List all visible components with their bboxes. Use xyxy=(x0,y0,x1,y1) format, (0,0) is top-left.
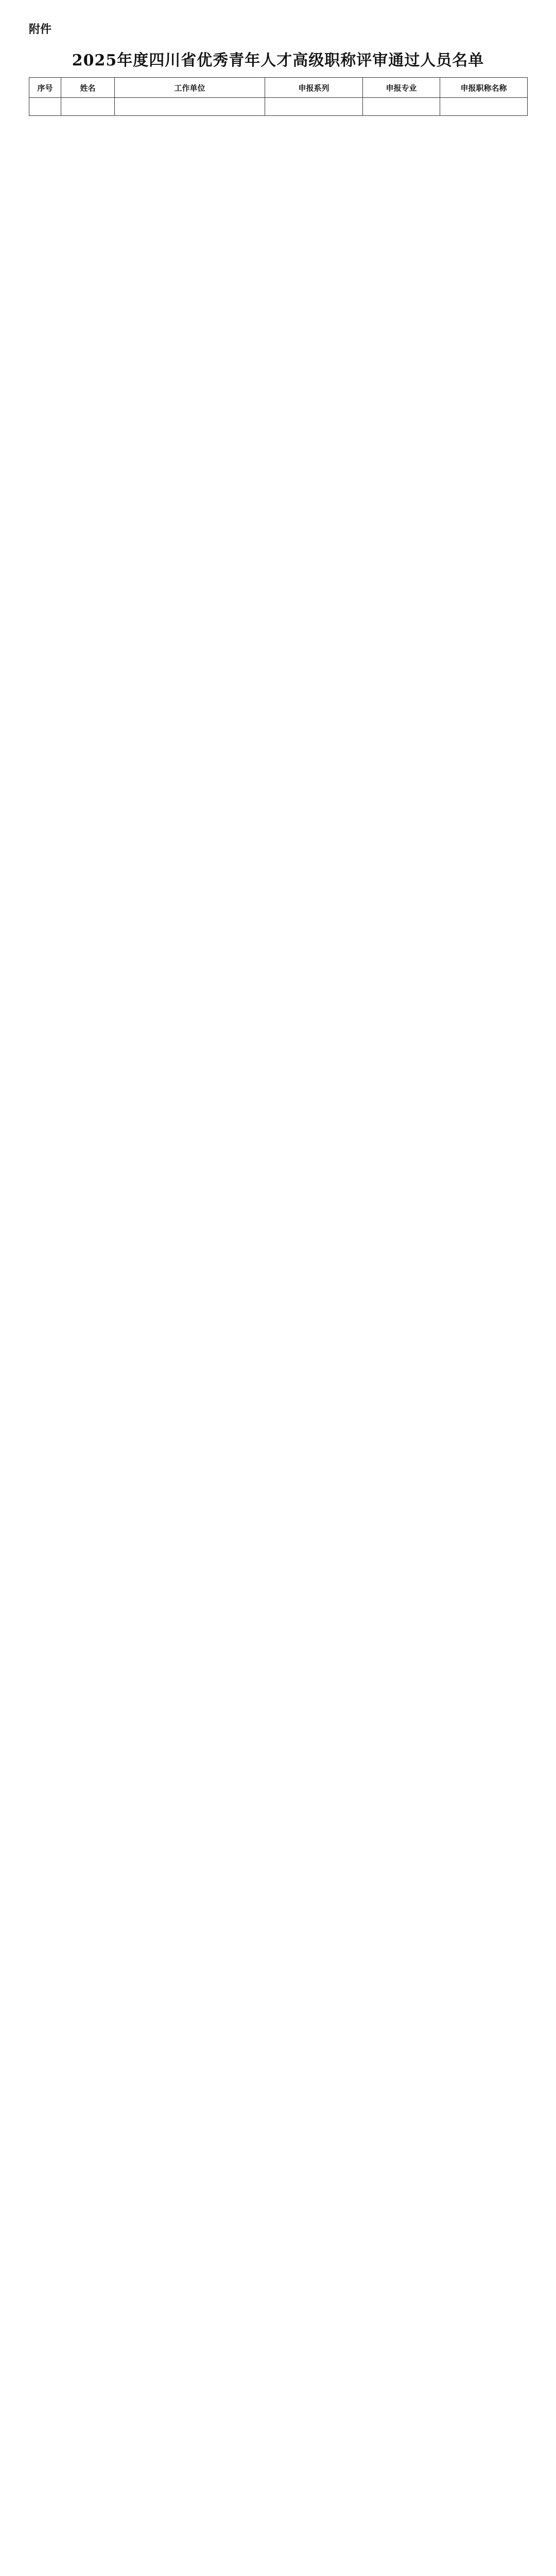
roster-table-body xyxy=(29,98,528,116)
cell-title xyxy=(440,98,528,116)
table-row xyxy=(29,98,528,116)
column-header-no: 序号 xyxy=(29,78,61,98)
roster-table xyxy=(29,77,528,116)
column-header-name: 姓名 xyxy=(61,78,115,98)
cell-name xyxy=(61,98,115,116)
cell-major xyxy=(363,98,440,116)
cell-unit xyxy=(115,98,265,116)
document-title: 2025年度四川省优秀青年人才高级职称评审通过人员名单 xyxy=(72,52,484,70)
table-header-row xyxy=(29,78,528,98)
column-header-series: 申报系列 xyxy=(265,78,363,98)
column-header-major: 申报专业 xyxy=(363,78,440,98)
column-header-title: 申报职称名称 xyxy=(440,78,528,98)
cell-no xyxy=(29,98,61,116)
attachment-label: 附件 xyxy=(29,23,52,36)
cell-series xyxy=(265,98,363,116)
column-header-unit: 工作单位 xyxy=(115,78,265,98)
